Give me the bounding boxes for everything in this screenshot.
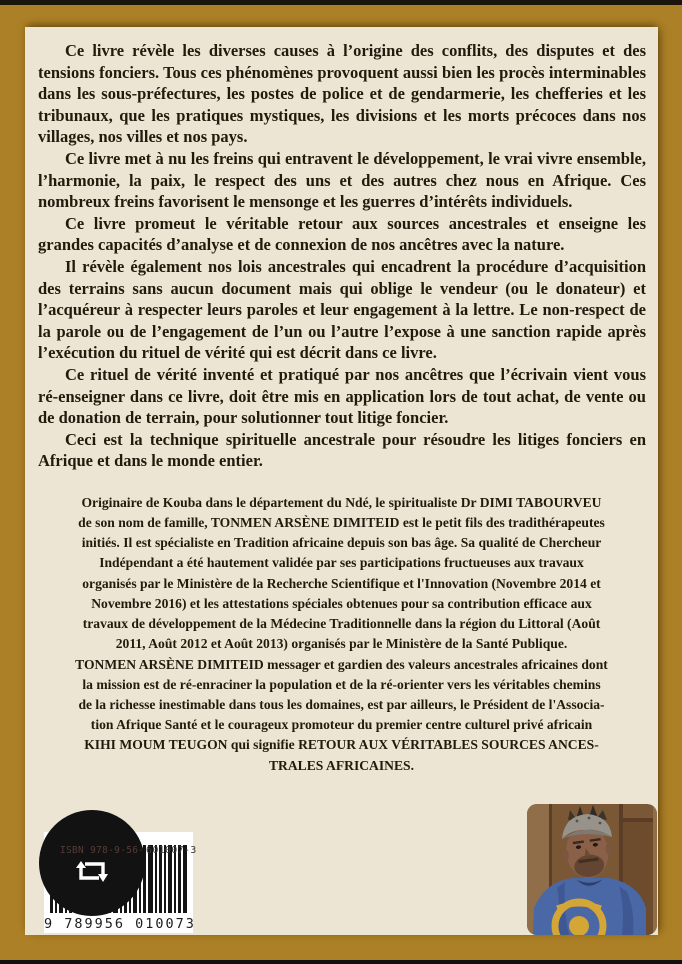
bio-line: initiés. Il est spécialiste en Tradition africaine depuis son bas âge. Sa qualité de Chercheur (81, 535, 602, 551)
top-dark-edge (0, 0, 682, 5)
isbn-top-label-faint: ISBN 978-9-56- (60, 845, 145, 856)
bio-line: 2011, Août 2012 et Août 2013) organisés par le Ministère de la Santé Publique. (115, 636, 568, 652)
bio-line: KIHI MOUM TEUGON qui signifie RETOUR AUX VÉRITABLES SOURCES ANCES- (84, 737, 599, 753)
synopsis-paragraph: Ce livre met à nu les freins qui entravent le développement, le vrai vivre ensemble, l’harmonie, la paix, le respect des uns et des autres chez nous en Afrique. Ces nombreux freins favorisent le mensonge et les guerres d’intérêts individuels. (38, 148, 646, 212)
synopsis-paragraph: Ce livre révèle les diverses causes à l’origine des conflits, des disputes et des tensions fonciers. Tous ces phénomènes provoquent aussi bien les procès interminables dans les sous-préfectures, les postes de police et de gendarmerie, les chefferies et les tribunaux, que les pratiques mystiques, les divisions et les morts précoces dans nos villages, nos villes et nos pays. (38, 41, 646, 147)
synopsis-paragraph: Ceci est la technique spirituelle ancestrale pour résoudre les litiges fonciers en Afrique et dans le monde entier. (38, 429, 646, 471)
bio-line: TONMEN ARSÈNE DIMITEID messager et gardien des valeurs ancestrales africaines dont (75, 656, 608, 672)
synopsis-paragraph: Ce rituel de vérité inventé et pratiqué par nos ancêtres que l’écrivain vient vous ré-enseigner dans ce livre, doit être mis en application lors de tout achat, de vente ou de donation de terrain, pour solutionner tout litige foncier. (38, 364, 646, 428)
text-panel (25, 27, 658, 935)
repost-button[interactable] (39, 810, 145, 916)
author-photo (527, 804, 657, 935)
synopsis-text (25, 27, 658, 472)
bio-line: la mission est de ré-enraciner la population et de la ré-orienter vers les véritables chemins (82, 676, 601, 692)
synopsis-paragraph: Il révèle également nos lois ancestrales qui encadrent la procédure d’acquisition des terrains sans aucun document mais qui oblige le vendeur (ou le donateur) et l’acquéreur à respecter leurs paroles et leur engagement à la lettre. Le non-respect de la parole ou de l’engagement de l’un ou l’autre l’expose à une sanction rapide après l’exécution du rituel de vérité qui est décrit dans ce livre. (38, 256, 646, 363)
bio-line: TRALES AFRICAINES. (268, 757, 415, 773)
bio-line: de son nom de famille, TONMEN ARSÈNE DIMITEID est le petit fils des tradithérapeutes (78, 515, 605, 531)
bio-line: tion Afrique Santé et le courageux promoteur du premier centre culturel privé africain (90, 717, 593, 733)
synopsis-paragraph: Ce livre promeut le véritable retour aux sources ancestrales et enseigne les grandes capacités d’analyse et de connexion de nos ancêtres avec la nature. (38, 213, 646, 255)
bio-line: de la richesse inestimable dans tous les domaines, est par ailleurs, le Président de l'Associa- (78, 696, 605, 712)
author-bio-text (25, 493, 658, 776)
repeat-icon (72, 857, 112, 885)
bottom-dark-edge (0, 960, 682, 964)
bio-line: Novembre 2016) et les attestations spéciales obtenues pour sa contribution efficace aux (91, 595, 592, 611)
bio-line: Originaire de Kouba dans le département du Ndé, le spiritualiste Dr DIMI TABOURVEU (81, 494, 602, 510)
isbn-top-label: 601007-3 (146, 845, 197, 856)
bio-line: Indépendant a été hautement validée par ses participations fructueuses aux travaux (99, 555, 584, 571)
bio-line: travaux de développement de la Médecine Traditionnelle dans la région du Littoral (Août (82, 616, 601, 632)
bio-line: organisés par le Ministère de la Recherche Scientifique et l'Innovation (Novembre 2014 et (82, 575, 601, 591)
isbn-digits: 9 789956 010073 (44, 916, 196, 932)
